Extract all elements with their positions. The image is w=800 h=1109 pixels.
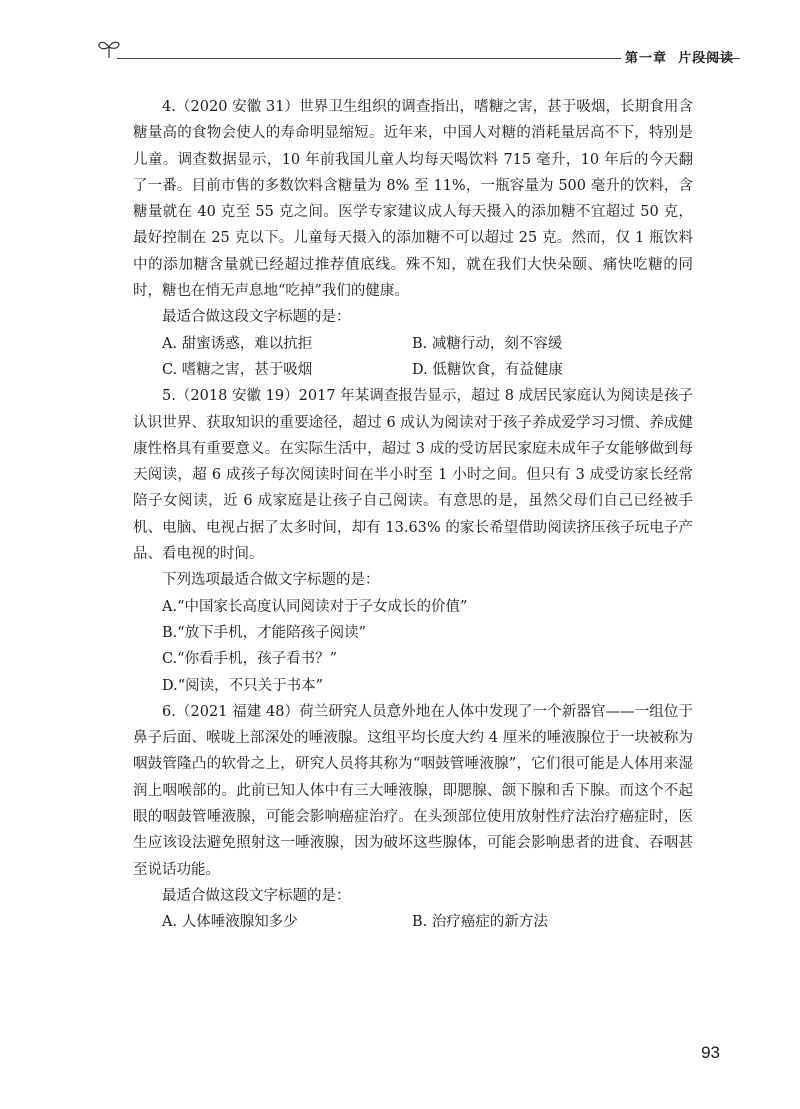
option-c: C. 嗜糖之害，甚于吸烟	[162, 361, 313, 378]
question-prompt: 最适合做这段文字标题的是：	[162, 887, 351, 904]
header-rule-left	[117, 58, 637, 59]
question-prompt: 最适合做这段文字标题的是：	[162, 309, 351, 326]
option-b: B. 治疗癌症的新方法	[412, 914, 548, 931]
option-d: D.“阅读，不只关于书本”	[162, 677, 324, 694]
option-a: A. 人体唾液腺知多少	[162, 914, 298, 931]
question-paragraph: 5.（2018 安徽 19）2017 年某调查报告显示，超过 8 成居民家庭认为阅读是孩子认识世界、获取知识的重要途径，超过 6 成认为阅读对于孩子养成爱学习习惯、养成健康性格具有重要意义。在实际生活中，超过 3 成的受访居民家庭未成年子女能够做到每天阅读，超 6 成孩子每次阅读时间在半小时至 1 小时之间。但只有 3 成受访家长经常陪子女阅读，近 6 成家庭是让孩子自己阅读。有意思的是，虽然父母们自己已经被手机、电脑、电视占据了太多时间，却有 13.63% 的家长希望借助阅读挤压孩子玩电子产品、看电视的时间。	[133, 388, 693, 563]
option-row	[133, 331, 693, 357]
question-paragraph: 6.（2021 福建 48）荷兰研究人员意外地在人体中发现了一个新器官——一组位于鼻子后面、喉咙上部深处的唾液腺。这组平均长度大约 4 厘米的唾液腺位于一块被称为咽鼓管隆凸的软骨之上，研究人员将其称为“咽鼓管唾液腺”，它们很可能是人体用来湿润上咽喉部的。此前已知人体中有三大唾液腺，即腮腺、颌下腺和舌下腺。而这个不起眼的咽鼓管唾液腺，可能会影响癌症治疗。在头颈部位使用放射性疗法治疗癌症时，医生应该设法避免照射这一唾液腺，因为破坏这些腺体，可能会影响患者的进食、吞咽甚至说话功能。	[133, 703, 693, 878]
option-b: B. 减糖行动，刻不容缓	[412, 335, 563, 352]
option-c: C.“你看手机，孩子看书？”	[162, 651, 338, 668]
option-b: B.“放下手机，才能陪孩子阅读”	[162, 624, 367, 641]
question-prompt: 下列选项最适合做文字标题的是：	[162, 572, 380, 589]
option-row	[133, 909, 693, 935]
question-paragraph: 4.（2020 安徽 31）世界卫生组织的调查指出，嗜糖之害，甚于吸烟，长期食用含糖量高的食物会使人的寿命明显缩短。近年来，中国人对糖的消耗量居高不下，特别是儿童。调查数据显示，10 年前我国儿童人均每天喝饮料 715 毫升，10 年后的今天翻了一番。目前市售的多数饮料含糖量为 8% 至 11%，一瓶容量为 500 毫升的饮料，含糖量就在 40 克至 55 克之间。医学专家建议成人每天摄入的添加糖不宜超过 50 克，最好控制在 25 克以下。儿童每天摄入的添加糖不可以超过 25 克。然而，仅 1 瓶饮料中的添加糖含量就已经超过推荐值底线。殊不知，就在我们大快朵颐、痛快吃糖的同时，糖也在悄无声息地“吃掉”我们的健康。	[133, 99, 693, 300]
chapter-title	[621, 47, 738, 66]
page-content	[133, 94, 693, 936]
header-rule-right	[698, 58, 740, 59]
page-header	[95, 34, 735, 74]
chapter-label: 第一章	[625, 51, 668, 66]
option-a: A.“中国家长高度认同阅读对于子女成长的价值”	[162, 598, 468, 615]
section-label: 片段阅读	[678, 51, 735, 66]
page-number: 93	[701, 1043, 720, 1062]
option-row	[133, 357, 693, 383]
option-d: D. 低糖饮食，有益健康	[412, 361, 563, 378]
leaf-icon	[95, 38, 123, 60]
option-a: A. 甜蜜诱惑，难以抗拒	[162, 335, 313, 352]
